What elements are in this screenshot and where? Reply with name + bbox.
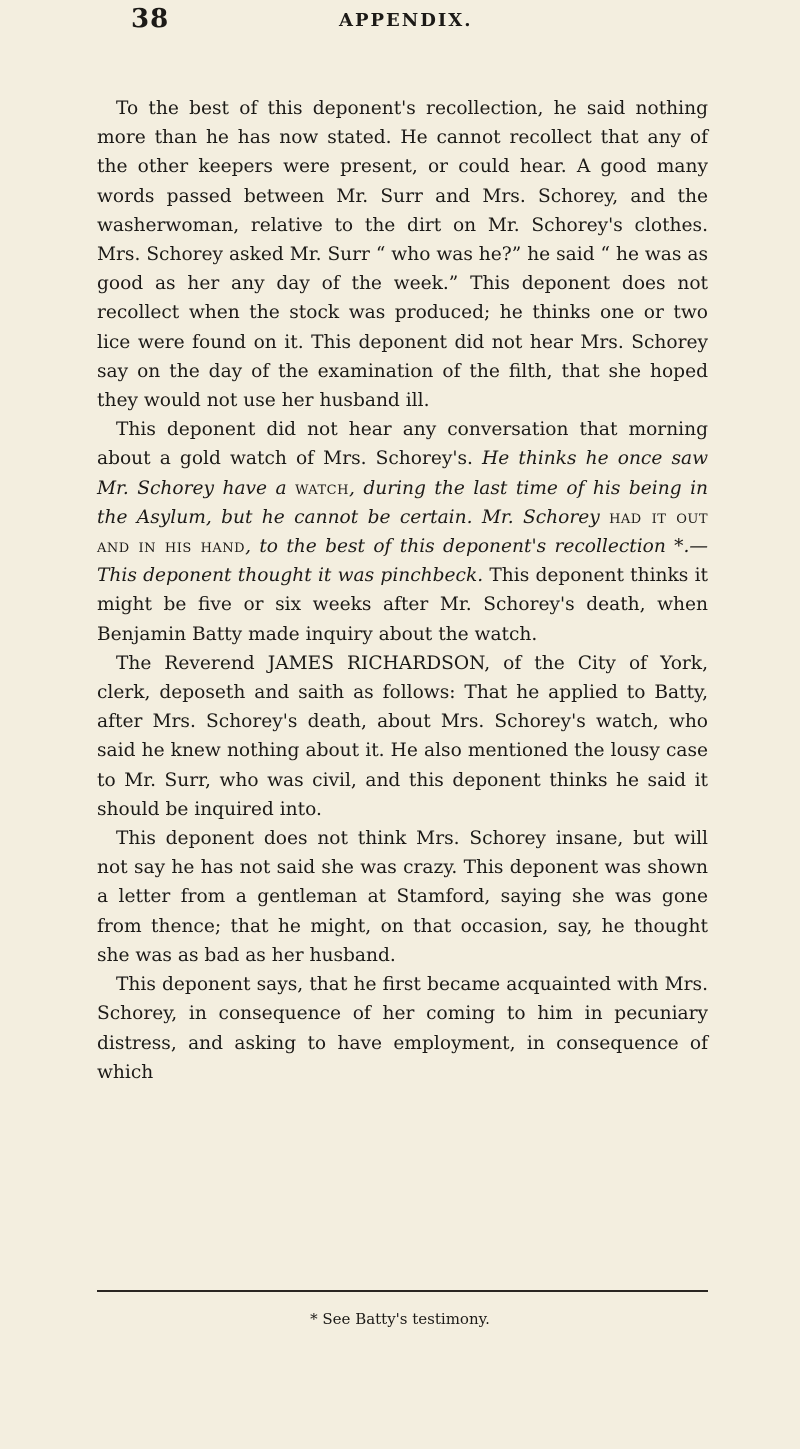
footnote: * See Batty's testimony.	[310, 1310, 490, 1328]
paragraph	[97, 970, 708, 1087]
text-run: The Reverend JAMES RICHARDSON, of the City of York, clerk, deposeth and saith as follows: That he applied to Batty, after Mrs. Schorey's death, about Mrs. Schorey's watch, who said he knew nothing about it. He also mentioned the lousy case to Mr. Surr, who was civil, and this deponent thinks he said it should be inquired into.	[97, 652, 708, 820]
paragraph	[97, 415, 708, 649]
paragraph	[97, 824, 708, 970]
running-title: APPENDIX.	[339, 10, 473, 31]
body-text	[97, 94, 708, 1087]
italic-text: , during the last time of his being in the Asylum, but he cannot be certain. Mr. Schorey	[97, 477, 708, 528]
italic-text: He thinks he once saw Mr. Schorey have a	[97, 448, 708, 499]
italic-text: , to the best of this deponent's recollection *.— This deponent thought it was pinchbeck.	[97, 536, 708, 587]
paragraph	[97, 94, 708, 415]
footnote-rule	[97, 1290, 708, 1292]
text-run: To the best of this deponent's recollection, he said nothing more than he has now stated. He cannot recollect that any of the other keepers were present, or could hear. A good many words passed between Mr. Surr and Mrs. Schorey, and the washerwoman, relative to the dirt on Mr. Schorey's clothes. Mrs. Schorey asked Mr. Surr “ who was he?” he said “ he was as good as her any day of the week.” This deponent does not recollect when the stock was produced; he thinks one or two lice were found on it. This deponent did not hear Mrs. Schorey say on the day of the examination of the filth, that she hoped they would not use her husband ill.	[97, 98, 708, 412]
text-run: This deponent did not hear any conversation that morning about a gold watch of Mrs. Schorey's.	[97, 419, 708, 470]
small-caps-text: watch	[295, 477, 349, 499]
text-run: This deponent says, that he first became acquainted with Mrs. Schorey, in consequence of her coming to him in pecuniary distress, and asking to have employment, in consequence of which	[97, 974, 708, 1083]
paragraph	[97, 649, 708, 824]
text-run: This deponent thinks it might be five or six weeks after Mr. Schorey's death, when Benjamin Batty made inquiry about the watch.	[97, 565, 708, 645]
small-caps-text: had it out and in his hand	[97, 506, 709, 558]
page-number: 38	[131, 4, 170, 34]
running-head	[97, 0, 708, 52]
text-run: This deponent does not think Mrs. Schorey insane, but will not say he has not said she was crazy. This deponent was shown a letter from a gentleman at Stamford, saying she was gone from thence; that he might, on that occasion, say, he thought she was as bad as her husband.	[97, 828, 708, 966]
